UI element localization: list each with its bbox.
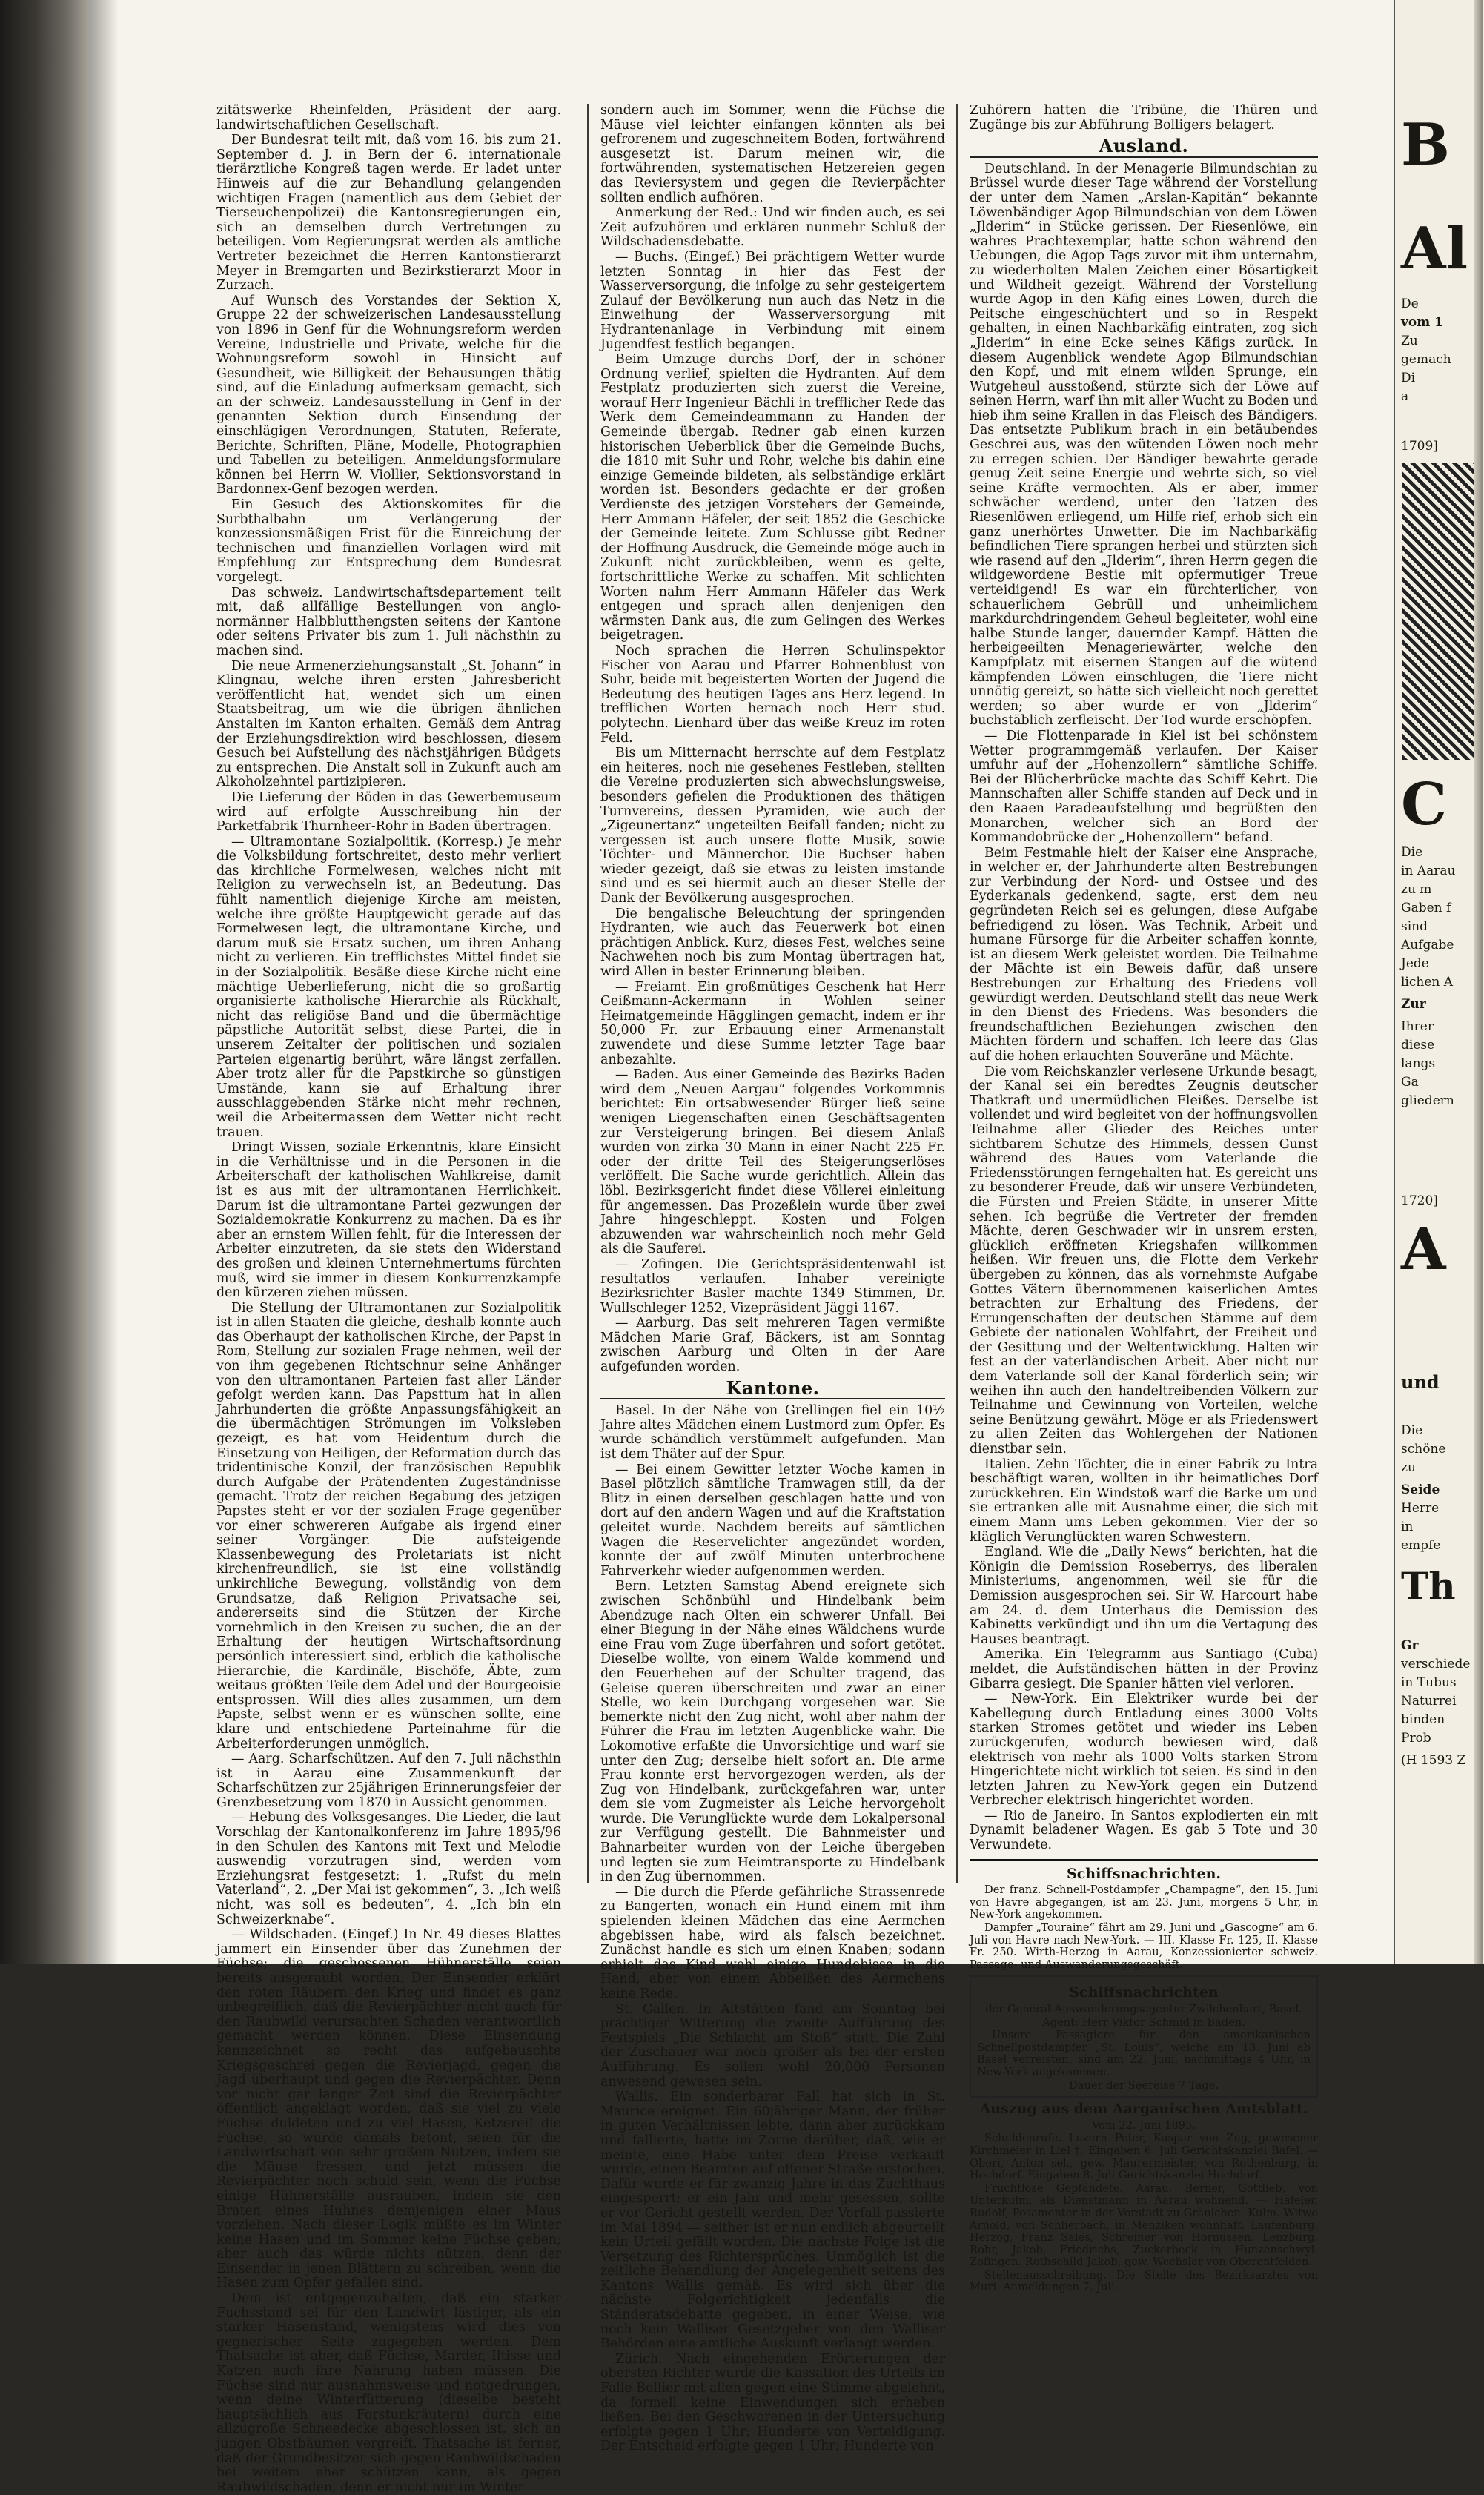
fragment: zu: [1401, 1460, 1416, 1475]
article-buchs: — Buchs. (Eingef.) Bei prächtigem Wetter wurde letzten Sonntag in hier das Fest der Wasserversorgung, die infolge zu sehr gesteigertem Zulauf der Bevölkerung nun auch das Netz in die Einweihung der Wasserversorgung mit Hydrantenanlage in Verbindung mit einem Jugendfest festlich begangen.: [600, 249, 945, 352]
article-basel: Basel. In der Nähe von Grellingen fiel ein 10½ Jahre altes Mädchen einem Lustmord zum Opfer. Es wurde schändlich verstümmelt aufgefunden. Man ist dem Thäter auf der Spur.: [600, 1403, 945, 1462]
shipping-notice: Der franz. Schnell-Postdampfer „Champagne“, den 15. Juni von Havre abgegangen, ist am 23. Juni, morgens 5 Uhr, in New-York angekommen.: [970, 1883, 1318, 1921]
paragraph: Der Bundesrat teilt mit, daß vom 16. bis zum 21. September d. J. in Bern der 6. internationale tierärztliche Kongreß tagen werde. Er ladet unter Hinweis auf die zur Behandlung gelangenden wichtigen Fragen (namentlich aus dem Gebiet der Tierseuchenpolizei) die Kantonsregierungen ein, sich an demselben durch Vertretungen zu beteiligen. Vom Regierungsrat werden als amtliche Vertreter bezeichnet die Herren Kantonstierarzt Meyer in Bremgarten und Bezirkstierarzt Moor in Zurzach.: [216, 133, 561, 294]
paragraph: Die neue Armenerziehungsanstalt „St. Johann“ in Klingnau, welche ihren ersten Jahresbericht veröffentlicht hat, wendet sich um einen Staatsbeitrag, um wie die übrigen ähnlichen Anstalten im Kanton erhalten. Gemäß dem Antrag der Erziehungsdirektion wird beschlossen, diesem Gesuch bei Aufstellung des nächstjährigen Büdgets zu entsprechen. Die Anstalt soll in Zukunft auch am Alkoholzehntel partizipieren.: [216, 658, 561, 790]
fragment: Herre: [1401, 1501, 1440, 1516]
paragraph: Beim Festmahle hielt der Kaiser eine Ansprache, in welcher er, der Jahrhunderte alten Bestrebungen zur Verbindung der Nord- und Ostsee und des Eyderkanals gedenkend, sagte, erst dem neu gegründeten Reich sei es gelungen, diese Aufgabe befriedigend zu lösen. Was Technik, Arbeit und humane Fürsorge für die Arbeiter schaffen konnte, ist an diesem Werk geleistet worden. Die Teilnahme der Mächte ist ein Beweis dafür, daß unsere Bestrebungen zur Erhaltung des Friedens voll gewürdigt werden. Deutschland stellt das neue Werk in den Dienst des Friedens. Was besonders die freundschaftlichen Beziehungen zwischen den Mächten fördern und schaffen. Ich leere das Glas auf die hohen erlauchten Souveräne und Mächte.: [970, 845, 1318, 1064]
paragraph: Beim Umzuge durchs Dorf, der in schöner Ordnung verlief, spielten die Hydranten. Auf dem Festplatz produzierten sich zuerst die Vereine, worauf Herr Ingenieur Bächli in trefflicher Rede das Werk dem Gemeindeammann zu Handen der Gemeinde übergab. Redner gab einen kurzen historischen Ueberblick über die Gemeinde Buchs, die 1810 mit Suhr und Rohr, welche bis dahin eine einzige Gemeinde bildeten, als selbständige erklärt worden ist. Besonders gedachte er der großen Verdienste des jetzigen Vorstehers der Gemeinde, Herr Ammann Häfeler, der seit 1852 die Geschicke der Gemeinde leitete. Zum Schlusse gibt Redner der Hoffnung Ausdruck, die Gemeinde möge auch in Zukunft nicht zurückbleiben, wenn es gelte, fortschrittliche Werke zu schaffen. Mit schlichten Worten nahm Herr Ammann Häfeler das Werk entgegen und sprach allen denjenigen den wärmsten Dank aus, die zum Gelingen des Werkes beigetragen.: [600, 352, 945, 643]
amtsblatt-heading: Auszug aus dem Aargauischen Amtsblatt.: [979, 2101, 1308, 2118]
paragraph: Die Lieferung der Böden in das Gewerbemuseum wird auf erfolgte Ausschreibung hin der Parketfabrik Thurnheer-Rohr in Baden übertragen.: [216, 789, 561, 835]
article-amerika: Amerika. Ein Telegramm aus Santiago (Cuba) meldet, die Aufständischen hätten in der Provinz Gibarra gesiegt. Die Spanier hätten viel verloren.: [970, 1647, 1318, 1692]
fragment: Prob: [1401, 1731, 1431, 1746]
article-wildschaden: — Wildschaden. (Eingef.) In Nr. 49 dieses Blattes jammert ein Einsender über das Zunehmen der Füchse; die geschossenen Hühnerställe seien bereits ausgeraubt worden. Der Einsender erklärt den roten Räubern den Krieg und findet es ganz unbegreiflich, daß die Revierpächter nicht auch für den Raubwild verursachten Schaden verantwortlich gemacht werden können. Diese Einsendung kennzeichnet so recht das aufgebauschte Kriegsgeschrei gegen die Revierjagd, gegen die Jagd überhaupt und gegen die Revierpächter. Denn vor nicht gar langer Zeit sind die Revierpächter öffentlich angeklagt worden, daß sie viel zu viele Füchse duldeten und zu viel Hasen, Ketzerei! die Füchse, so wurde damals betont, seien für die Landwirtschaft von sehr großem Nutzen, indem sie die Mäuse fressen, und jetzt müssen die Revierpächter noch schuld sein, wenn die Füchse einige Hühnerställe ausrauben, indem sie den Braten eines Huhnes demjenigen einer Maus vorziehen. Nach dieser Logik müßte es im Winter keine Hasen und im Sommer keine Füchse geben; aber auch das würde nichts nützen, denn der Einsender in jenen Blättern zu schreiben, wenn die Hasen zum Opfer gefallen sind.: [216, 1927, 561, 2291]
fragment: Gr: [1401, 1638, 1419, 1653]
fragment: Al: [1401, 215, 1468, 282]
fragment: 1720]: [1401, 1193, 1438, 1208]
fragment: A: [1401, 1216, 1446, 1283]
shipping-box-text: Unsere Passagiere für den amerikanischen Schnellpostdampfer „St. Louis“, welche am 13. Juni ab Basel verreisten, sind am 22. Juni, nachmittags 4 Uhr, in New-York angekommen.: [977, 2029, 1311, 2078]
article-wallis: Wallis. Ein sonderbarer Fall hat sich in St. Maurice ereignet. Ein 60jähriger Mann, der früher in guten Verhältnissen lebte, dann aber zurückkam und fallierte, hatte im Zorne darüber, daß, wie er meinte, eine Habe unter dem Preise verkauft wurde, einen Beamten auf offener Straße erstochen. Dafür wurde er für zwanzig Jahre in das Zuchthaus eingesperrt; er ein Jahr und mehr gesessen, sollte er vor Gericht gestellt werden. Der Vorfall passierte im Mai 1894 — seither ist er nun endlich abgeurteilt kein Urteil gefällt worden. Die nächste Folge ist die Versetzung des Richtersprüches. Unmöglich ist die zeitliche Behandlung der Angelegenheit seitens des Kantons Wallis gemäß. Es wird sich über die nächste Folgerichtigkeit jedenfalls die Ständeratsdebatte gegeben, in einer Weise, wie noch kein Walliser Gesetzgeber von den Walliser Behörden eine amtliche Auskunft verlangt werden.: [600, 2090, 945, 2352]
column-3: [970, 103, 1318, 2294]
article-ultramontane: — Ultramontane Sozialpolitik. (Korresp.) Je mehr die Volksbildung fortschreitet, desto mehr verliert das kirchliche Formelwesen, welches nicht mit Religion zu verwechseln ist, an Bedeutung. Das fühlt namentlich diejenige Kirche am meisten, welche ihre größte Hauptgewicht gerade auf das Formelwesen legt, die ultramontane Kirche, und darum muß sie Ersatz suchen, um ihren Anhang nicht zu verlieren. Ein trefflichstes Mittel findet sie in der Sozialpolitik. Besäße diese Kirche nicht eine mächtige Ueberlieferung, nicht die so großartig organisierte katholische Hierarchie als Rückhalt, nicht das religiöse Band und die übermächtige päpstliche Autorität selbst, diese Partei, die in unserem Zeitalter der politischen und sozialen Parteien eigenartig berührt, wäre längst zerfallen. Aber trotz aller für die Papstkirche so günstigen Umstände, kann sie auf Erhaltung ihrer ausschlaggebenden Stärke nicht mehr rechnen, weil die Arbeitermassen dem Wetter nicht recht trauen.: [216, 834, 561, 1140]
article-aarburg: — Aarburg. Das seit mehreren Tagen vermißte Mädchen Marie Graf, Bäckers, ist am Sonntag zwischen Aarburg und Olten in der Aare aufgefunden worden.: [600, 1316, 945, 1375]
fragment: Die: [1401, 1423, 1423, 1438]
paragraph: sondern auch im Sommer, wenn die Füchse die Mäuse viel leichter einfangen könnten als bei gefrorenem und zugeschneitem Boden, fortwährend ausgesetzt ist. Darum meinen wir, die fortwährenden, systematischen Hetzereien gegen das Reviersystem und gegen die Revierpächter sollten endlich aufhören.: [600, 103, 945, 205]
paragraph: Die bengalische Beleuchtung der springenden Hydranten, wie auch das Feuerwerk bot einen prächtigen Anblick. Kurz, dieses Fest, welches seine Nachwehen noch bis zum Montag übertragen hat, wird Allen in bester Erinnerung bleiben.: [600, 906, 945, 980]
shipping-box-duration: Dauer der Seereise 7 Tage.: [1069, 2078, 1219, 2092]
article-england: England. Wie die „Daily News“ berichten, hat die Königin die Demission Roseberrys, des liberalen Ministeriums, angenommen, weil sie für die Demission ausgesprochen sei. Sir W. Harcourt habe am 24. d. dem Unterhaus die Demission des Kabinetts verkündigt und ihn um die Vertagung des Hauses beantragt.: [970, 1545, 1318, 1647]
shipping-box-heading: Schiffsnachrichten: [1069, 1984, 1219, 2001]
fragment: Di: [1401, 371, 1416, 385]
fragment: zu m: [1401, 882, 1432, 897]
fragment: gliedern: [1401, 1093, 1454, 1108]
amtsblatt-gepfaendete: Fruchtlose Gepfändete. Aarau. Berner, Gottlieb, von Unterkulm, als Dienstmann in Aarau wohnend. — Häfeler, Rudolf, Posamenter in der Vorstadt zu Gränichen. Kulm. Witwe Arnold, von Schlierbach, in Menziken wohnhaft. Laufenburg. Herzog, Franz Sales, Schreiner von Hornussen. Lenzburg. Rohr, Jakob, Friedrichs, Zuckerbeck in Hunzenschwyl. Zofingen. Rothschild Jakob, gew. Wechsler von Oberentfelden.: [970, 2181, 1318, 2269]
fragment: gemach: [1401, 352, 1451, 367]
article-deutschland: Deutschland. In der Menagerie Bilmundschian zu Brüssel wurde dieser Tage während der Vorstellung der unter dem Namen „Arslan-Kapitän“ bekannte Löwenbändiger Agop Bilmundschian von dem Löwen „Jlderim“ in Stücke gerissen. Der Riesenlöwe, ein wahres Prachtexemplar, hatte schon während den Uebungen, die Agop Tags zuvor mit ihm unternahm, zu wiederholten Malen Zeichen einer Bösartigkeit und Wildheit gezeigt. Während der Vorstellung wurde Agop in den Käfig eines Löwen, durch die Peitsche eingeschüchtert und so in Respekt gehalten, in einen Nachbarkäfig eintraten, zog sich „Jlderim“ in eine Ecke seines Käfigs zurück. In diesem Augenblick wendete Agop Bilmundschian den Kopf, und mit einem wilden Sprunge, ein Wutgeheul ausstoßend, stürzte sich der Löwe auf seinen Herrn, warf ihn mit aller Wucht zu Boden und hieb ihm seine Krallen in das Fleisch des Bändigers. Das entsetzte Publikum brach in ein betäubendes Geschrei aus, was den wütenden Löwen noch mehr zu erregen schien. Der Bändiger bewahrte gerade genug Zeit seine Energie und wehrte sich, so viel seine Kräfte vermochten. Als er aber, immer schwächer werdend, unter den Tatzen des Riesenlöwen erliegend, um Hilfe rief, erhob sich ein ganz unerhörtes Unwetter. Die im Nachbarkäfig befindlichen Tiere sprangen herbei und stürzten sich wie rasend auf den „Jlderim“, ihren Herrn gegen die wildgewordene Bestie mit opfermutiger Treue verteidigend! Es war ein fürchterlicher, von schauerlichem Gebrüll und unheimlichem markdurchdringendem Geheul begleiteter, wohl eine halbe Stunde langer, dauernder Kampf. Hätten die herbeigeeilten Menageriewärter, welche den Kampfplatz mit eisernen Stangen auf die wütend kämpfenden Löwen einschlugen, die Tiere nicht unnötig gereizt, so hätte sich vielleicht noch gerettet werden; so aber wurde er von „Jlderim“ buchstäblich zerfleischt. Der Tod wurde erschöpfen.: [970, 161, 1318, 729]
paragraph: Auf Wunsch des Vorstandes der Sektion X, Gruppe 22 der schweizerischen Landesausstellung von 1896 in Genf für die Wohnungsreform werden Vereine, Industrielle und Private, welche für die Wohnungsreform sowohl in Hinsicht auf Gesundheit, wie Billigkeit der Behausungen thätig sind, auf die Einladung aufmerksam gemacht, sich an der schweiz. Landesausstellung in Genf in der genannten Sektion durch Einsendung der einschlägigen Verordnungen, Statuten, Referate, Berichte, Schriften, Pläne, Modelle, Photographien und Tabellen zu beteiligen. Anmeldungsformulare können bei Herrn W. Viollier, Sektionsvorstand in Bardonnex-Genf bezogen werden.: [216, 293, 561, 497]
fragment: in Aarau: [1401, 864, 1456, 878]
editor-note: Anmerkung der Red.: Und wir finden auch, es sei Zeit aufzuhören und erklären nunmehr Schluß der Wildschadensdebatte.: [600, 205, 945, 250]
divider: [970, 1859, 1318, 1861]
fragment: Ga: [1401, 1075, 1419, 1090]
paragraph: Die Stellung der Ultramontanen zur Sozialpolitik ist in allen Staaten die gleiche, deshalb konnte auch das Oberhaupt der katholischen Kirche, der Papst in Rom, Stellung zur sozialen Frage nehmen, weil der von ihm gegebenen Richtschnur seine Anhänger von den ultramontanen Parteien fast aller Länder gefolgt werden kann. Das Papsttum hat in allen Jahrhunderten die größte Anpassungsfähigkeit an die übermächtigen Strömungen im Volksleben gezeigt, es hat vom Heidentum durch die Einsetzung von Heiligen, der Reformation durch das tridentinische Konzil, der französischen Republik durch Aufgabe der Prätendenten Zugeständnisse gemacht. Trotz der reichen Begabung des jetzigen Papstes steht er vor der sozialen Frage gegenüber vor einer schwereren Aufgabe als irgend einer seiner Vorgänger. Die aufsteigende Klassenbewegung des Proletariats ist nicht kirchenfreundlich, sie ist eine vollständig unkirchliche Bewegung, vollständig von dem Grundsatze, daß Religion Privatsache sei, andererseits sind die Stützen der Kirche vornehmlich in den Kreisen zu suchen, die an der Erhaltung der heutigen Wirtschaftsordnung persönlich interessiert sind, erblich die katholische Hierarchie, die Kardinäle, Bischöfe, Äbte, zum weitaus größten Teile dem Adel und der Bourgeoisie entsprossen. Will dies alles zusammen, um dem Papste, selbst wenn er es wünschen sollte, eine klare und entschiedene Parteinahme für die Arbeiterforderungen unmöglich.: [216, 1300, 561, 1752]
paragraph: Dem ist entgegenzuhalten, daß ein starker Fuchsstand sei für den Landwirt lästiger, als ein starker Hasenstand, wenigstens wird dies von gegnerischer Seite zugegeben werden. Dem Thatsache ist aber, daß Füchse, Marder, Iltisse und Katzen auch ihre Nahrung haben müssen. Die Füchse sind nur ausnahmsweise und notgedrungen, wenn deine Winterfütterung (dieselbe besteht hauptsächlich aus Forstunkräutern) durch eine allzugroße Schneedecke abgeschlossen ist, sich an jungen Obstbäumen vergreift. Thatsache ist ferner, daß der Grundbesitzer sich gegen Raubwildschaden bei weitem eher schützen kann, als gegen Raubwildschaden, denn er nicht nur im Winter: [216, 2291, 561, 2495]
fragment: vom 1: [1401, 315, 1443, 330]
fragment: Zu: [1401, 334, 1418, 348]
fragment: lichen A: [1401, 975, 1454, 990]
fragment: diese: [1401, 1038, 1435, 1053]
fragment: C: [1401, 771, 1448, 838]
facing-page-edge: [1394, 0, 1484, 1964]
column-1: [216, 103, 561, 2495]
article-zuerich: Zürich. Nach eingehenden Erörterungen der obersten Richter wurde die Kassation des Urteils im Falle Bollier mit allen gegen eine Stimme abgelehnt, da formell keine Einwendungen sich erheben ließen. Bei den Geschworenen in der Untersuchung erfolgte gegen 1 Uhr; Hunderte von Verteidigung. Der Entscheid erfolgte gegen 1 Uhr; Hunderte von: [600, 2351, 945, 2454]
fragment: Ihrer: [1401, 1019, 1434, 1034]
amtsblatt-schuldenrufe: Schuldenrufe. Luzern Peter, Kaspar von Zug, gewesener Kirchmeier in Liel †. Eingaben 6. Juli Gerichtskanzlei Bafel. — Obori, Anton sel., gew. Maurermeister, von Rothenburg, in Hochdorf. Eingaben 8. Juli Gerichtskanzlei Hochdorf.: [970, 2132, 1318, 2182]
column-rule-1: [587, 104, 589, 1883]
article-st-gallen: St. Gallen. In Altstätten fand am Sonntag bei prächtiger Witterung die zweite Aufführung des Festspiels „Die Schlacht am Stoß“ statt. Die Zahl der Zuschauer war noch größer als bei der ersten Aufführung. Es sollen wohl 20,000 Personen anwesend gewesen sein.: [600, 2001, 945, 2090]
paragraph: zitätswerke Rheinfelden, Präsident der aarg. landwirtschaftlichen Gesellschaft.: [216, 103, 561, 133]
fragment: langs: [1401, 1056, 1436, 1071]
paragraph: Die vom Reichskanzler verlesene Urkunde besagt, der Kanal sei ein beredtes Zeugnis deutscher Thatkraft und unermüdlichen Fleißes. Derselbe ist vollendet und wird begleitet von der hoffnungsvollen Teilnahme aller Glieder des Reiches unter sichtbarem Schutze des Himmels, dessen Gunst während des Baues vom Vaterlande die Friedensstörungen ferngehalten hat. Es gereicht uns zu besonderer Freude, daß wir unsere Verbündeten, die Fürsten und Freien Städte, in unserer Mitte sehen. Ich begrüße die Vertreter der fremden Mächte, deren Geschwader wir in unsrem ersten, glücklich eröffneten Kriegshafen willkommen heißen. Wir freuen uns, die Flotte dem Verkehr übergeben zu können, das als vornehmste Aufgabe Gottes Vätern übernommenen kaiserlichen Amtes betrachten zur Erhaltung des Friedens, der Errungenschaften der deutschen Stämme auf dem Gebiete der nationalen Wohlfahrt, der Freiheit und der Gesittung und der Weltentwicklung. Halten wir fest an der vaterländischen Arbeit. Aber nicht nur dem Vaterlande soll der Kanal förderlich sein; wir weihen ihn auch den handeltreibenden Völkern zur Teilnahme und Gewinnung von Vorteilen, welche seine Benützung gewährt. Möge er als Friedenswert zu allen Zeiten das Wohlergehen der Nationen dienstbar sein.: [970, 1064, 1318, 1457]
fragment: a: [1401, 389, 1409, 404]
fragment: in: [1401, 1520, 1414, 1534]
fragment: 1709]: [1401, 439, 1438, 454]
decorative-border: [1402, 463, 1481, 760]
fragment: Jede: [1401, 956, 1429, 971]
fragment: und: [1401, 1371, 1440, 1393]
fragment: in Tubus: [1401, 1675, 1457, 1690]
column-rule-2: [956, 104, 958, 1883]
column-2: [600, 103, 945, 2454]
article-rio: — Rio de Janeiro. In Santos explodierten ein mit Dynamit beladener Wagen. Es gab 5 Tote und 30 Verwundete.: [970, 1808, 1318, 1853]
paragraph: — Die durch die Pferde gefährliche Strassenrede zu Bangerten, wonach ein Hund einem mit ihm spielenden kleinen Mädchen das eine Aermchen abgebissen habe, wird als falsch bezeichnet. Zunächst handle es sich um einen Knaben; sodann erhielt das Kind wohl einige Hundebisse in die Hand, aber von einem Abbeißen des Aermchens keine Rede.: [600, 1884, 945, 2001]
fragment: De: [1401, 296, 1419, 311]
paragraph: Zuhörern hatten die Tribüne, die Thüren und Zugänge bis zur Abführung Bolligers belagert.: [970, 103, 1318, 133]
fragment: Seide: [1401, 1482, 1440, 1497]
newspaper-page: [89, 0, 1483, 2495]
fragment: sind: [1401, 919, 1428, 934]
paragraph: Ein Gesuch des Aktionskomites für die Surbthalbahn um Verlängerung der konzessionsmäßigen Frist für die Einreichung der technischen und finanziellen Vorlagen wird mit Empfehlung zur Entsprechung dem Bundesrat vorgelegt.: [216, 497, 561, 585]
fragment: Die: [1401, 845, 1423, 860]
article-freiamt: — Freiamt. Ein großmütiges Geschenk hat Herr Geißmann-Ackermann in Wohlen seiner Heimatgemeinde Hägglingen gemacht, indem er ihr 50,000 Fr. zur Erbauung einer Armenanstalt zuwendete und diese Summe letzter Tage baar anbezahlte.: [600, 979, 945, 1067]
page-edge-shadow: [1474, 0, 1483, 1964]
paragraph: Das schweiz. Landwirtschaftsdepartement teilt mit, daß allfällige Bestellungen von anglo-normänner Halbblutthengsten seitens der Kantone oder seitens Privater bis zum 1. Juli nächsthin zu machen sind.: [216, 585, 561, 658]
paragraph: Dringt Wissen, soziale Erkenntnis, klare Einsicht in die Verhältnisse und in die Personen in die Arbeiterschaft der katholischen Wahlkreise, damit ist es aus mit der ultramontanen Herrlichkeit. Darum ist die ultramontane Partei gezwungen der Sozialdemokratie Konkurrenz zu machen. Da es ihr aber an ernstem Willen fehlt, für die Interessen der Arbeiter einzutreten, da sie stets den Widerstand des großen und kleinen Unternehmertums fürchten muß, wird sie immer in diesem Konkurrenzkampfe den kürzeren ziehen müssen.: [216, 1140, 561, 1301]
fragment: Aufgabe: [1401, 938, 1454, 952]
article-kiel: — Die Flottenparade in Kiel ist bei schönstem Wetter programmgemäß verlaufen. Der Kaiser umfuhr auf der „Hohenzollern“ sämtliche Schiffe. Bei der Blücherbrücke machte das Schiff Kehrt. Die Mannschaften aller Schiffe standen auf Deck und in den Raaen Paradeaufstellung und begrüßten den Monarchen, welcher sich an Bord der Kommandobrücke der „Hohenzollern“ befand.: [970, 728, 1318, 846]
article-baden: — Baden. Aus einer Gemeinde des Bezirks Baden wird dem „Neuen Aargau“ folgendes Vorkommnis berichtet: Ein ortsabwesender Bürger ließ seine wenigen Liegenschaften einen Geschäftsagenten zur Versteigerung bringen. Bei diesem Anlaß wurden von zirka 30 Mann in einer Nacht 225 Fr. oder der dritte Teil des Steigerungserlöses verlöffelt. Die Sache wurde gerichtlich. Allein das löbl. Bezirksgericht findet diese Völlerei einleitung für angemessen. Das Prozeßlein wurde über zwei Jahre hingeschleppt. Kosten und Folgen abzuwenden war wahrscheinlich noch mehr Geld als die Sauferei.: [600, 1067, 945, 1257]
section-heading-kantone: Kantone.: [600, 1381, 945, 1400]
fragment: Zur: [1401, 997, 1426, 1012]
fragment: binden: [1401, 1712, 1445, 1727]
fragment: empfe: [1401, 1538, 1441, 1553]
fragment: Th: [1401, 1564, 1456, 1608]
article-bern: Bern. Letzten Samstag Abend ereignete sich zwischen Schönbühl und Hindelbank beim Abendzuge nach Olten ein schwerer Unfall. Bei einer Biegung in der Nähe eines Wäldchens wurde eine Frau vom Zuge überfahren und sofort getötet. Dieselbe wollte, von einem Walde kommend und den Feuerhehen auf der Schulter tragend, das Geleise queren überschreiten und zwar an einer Stelle, wo kein Durchgang vorgesehen war. Sie bemerkte nicht den Zug nicht, wohl aber nahm der Führer die Frau im letzten Augenblicke wahr. Die Lokomotive erfaßte die Unvorsichtige und warf sie unter den Zug; derselbe hielt sofort an. Die arme Frau konnte erst hervorgezogen werden, als der Zug von Hindelbank, zurückgefahren war, unter dem sie vom Zugmeister als Leiche hervorgeholt wurde. Die Verunglückte wurde dem Lokalpersonal zur Verfügung gestellt. Die Bahnmeister und Bahnarbeiter wurden von der Leiche übergeben und legten sie zum Heimtransporte zu Hindelbank in den Zug übernommen.: [600, 1579, 945, 1885]
article-italien: Italien. Zehn Töchter, die in einer Fabrik zu Intra beschäftigt waren, wollten in ihr heimatliches Dorf zurückkehren. Ein Windstoß warf die Barke um und sie ertranken alle mit Ausnahme einer, die sich mit einem Mann ums Leben gekommen. Vier der so kläglich Verunglückten waren Schwestern.: [970, 1457, 1318, 1545]
article-scharfschuetzen: — Aarg. Scharfschützen. Auf den 7. Juli nächsthin ist in Aarau eine Zusammenkunft der Scharfschützen zur 25jährigen Erinnerungsfeier der Grenzbesetzung vom 1870 in Aussicht genommen.: [216, 1752, 561, 1810]
fragment: Naturrei: [1401, 1694, 1457, 1709]
book-binding: [0, 0, 89, 1964]
shipping-box: [970, 1975, 1318, 2098]
shipping-heading: Schiffsnachrichten.: [1066, 1865, 1222, 1882]
fragment: schöne: [1401, 1442, 1446, 1457]
shipping-box-agency: der General-Auswanderungsagentur Zwilchenbart, Basel.: [985, 2003, 1302, 2015]
article-volksgesang: — Hebung des Volksgesanges. Die Lieder, die laut Vorschlag der Kantonalkonferenz im Jahre 1895/96 in den Schulen des Kantons mit Text und Melodie auswendig vorzutragen sind, werden vom Erziehungsrat festgesetzt: 1. „Rufst du mein Vaterland“, 2. „Der Mai ist gekommen“, 3. „Ich weiß nicht, was soll es bedeuten“, 4. „Ich bin ein Schweizerknabe“.: [216, 1810, 561, 1927]
section-heading-ausland: Ausland.: [970, 139, 1318, 158]
fragment: (H 1593 Z: [1401, 1753, 1466, 1768]
fragment: Gaben f: [1401, 901, 1451, 915]
shipping-box-agent: Agent: Herr Viktor Schmid in Baden.: [1042, 2015, 1245, 2029]
paragraph: Noch sprachen die Herren Schulinspektor Fischer von Aarau und Pfarrer Bohnenblust von Suhr, beide mit begeisterten Worten der Jugend die Bedeutung des heutigen Tages ans Herz legend. In trefflichen Worten hernach noch Herr stud. polytechn. Lienhard über das weiße Kreuz im roten Feld.: [600, 643, 945, 746]
paragraph: Bis um Mitternacht herrschte auf dem Festplatz ein heiteres, noch nie gesehenes Festleben, stellten die Vereine produzierten sich abwechslungsweise, besonders gefielen die Produktionen des thätigen Turnvereins, dessen Pyramiden, wie auch der „Zigeunertanz“ ungeteilten Beifall fanden; nicht zu vergessen ist auch unsere flotte Musik, sowie Töchter- und Männerchor. Die Buchser haben wieder gezeigt, daß sie etwas zu leisten imstande sind und es sei hiermit auch an dieser Stelle der Dank der Bevölkerung ausgesprochen.: [600, 746, 945, 907]
fragment: verschiede: [1401, 1657, 1471, 1671]
shipping-ad: Dampfer „Touraine“ fährt am 29. Juni und „Gascogne“ am 6. Juli von Havre nach New-York. — III. Klasse Fr. 125, II. Klasse Fr. 250. Wirth-Herzog in Aarau, Konzessionierter schweiz. Passage- und Auswanderungsgeschäft.: [970, 1921, 1318, 1971]
article-new-york: — New-York. Ein Elektriker wurde bei der Kabellegung durch Entladung eines 3000 Volts starken Stromes getötet und wieder ins Leben zurückgerufen, wodurch bewiesen wird, daß elektrisch von mehr als 1000 Volts starken Strom Hingerichtete nicht wirklich tot seien. Es sind in den letzten Jahren zu New-York gegen ein Dutzend Verbrecher elektrisch hingerichtet worden.: [970, 1692, 1318, 1809]
fragment: B: [1401, 111, 1450, 179]
amtsblatt-stellen: Stellenausschreibung. Die Stelle des Bezirksarztes von Muri. Anmeldungen 7. Juli.: [970, 2268, 1318, 2294]
amtsblatt-date: Vom 22. Juni 1895.: [1091, 2118, 1196, 2132]
article-zofingen: — Zofingen. Die Gerichtspräsidentenwahl ist resultatlos verlaufen. Inhaber vereinigte Bezirksrichter Basler machte 1349 Stimmen, Dr. Wullschleger 1252, Vizepräsident Jäggi 1167.: [600, 1256, 945, 1316]
paragraph: — Bei einem Gewitter letzter Woche kamen in Basel plötzlich sämtliche Tramwagen still, da der Blitz in einen derselben geschlagen hatte und von dort auf den andern Wagen und auf die Kraftstation geleitet wurde. Nachdem bereits auf sämtlichen Wagen die Reservelichter angezündet worden, konnte der auf zwölf Minuten unterbrochene Fahrverkehr wieder aufgenommen werden.: [600, 1462, 945, 1579]
